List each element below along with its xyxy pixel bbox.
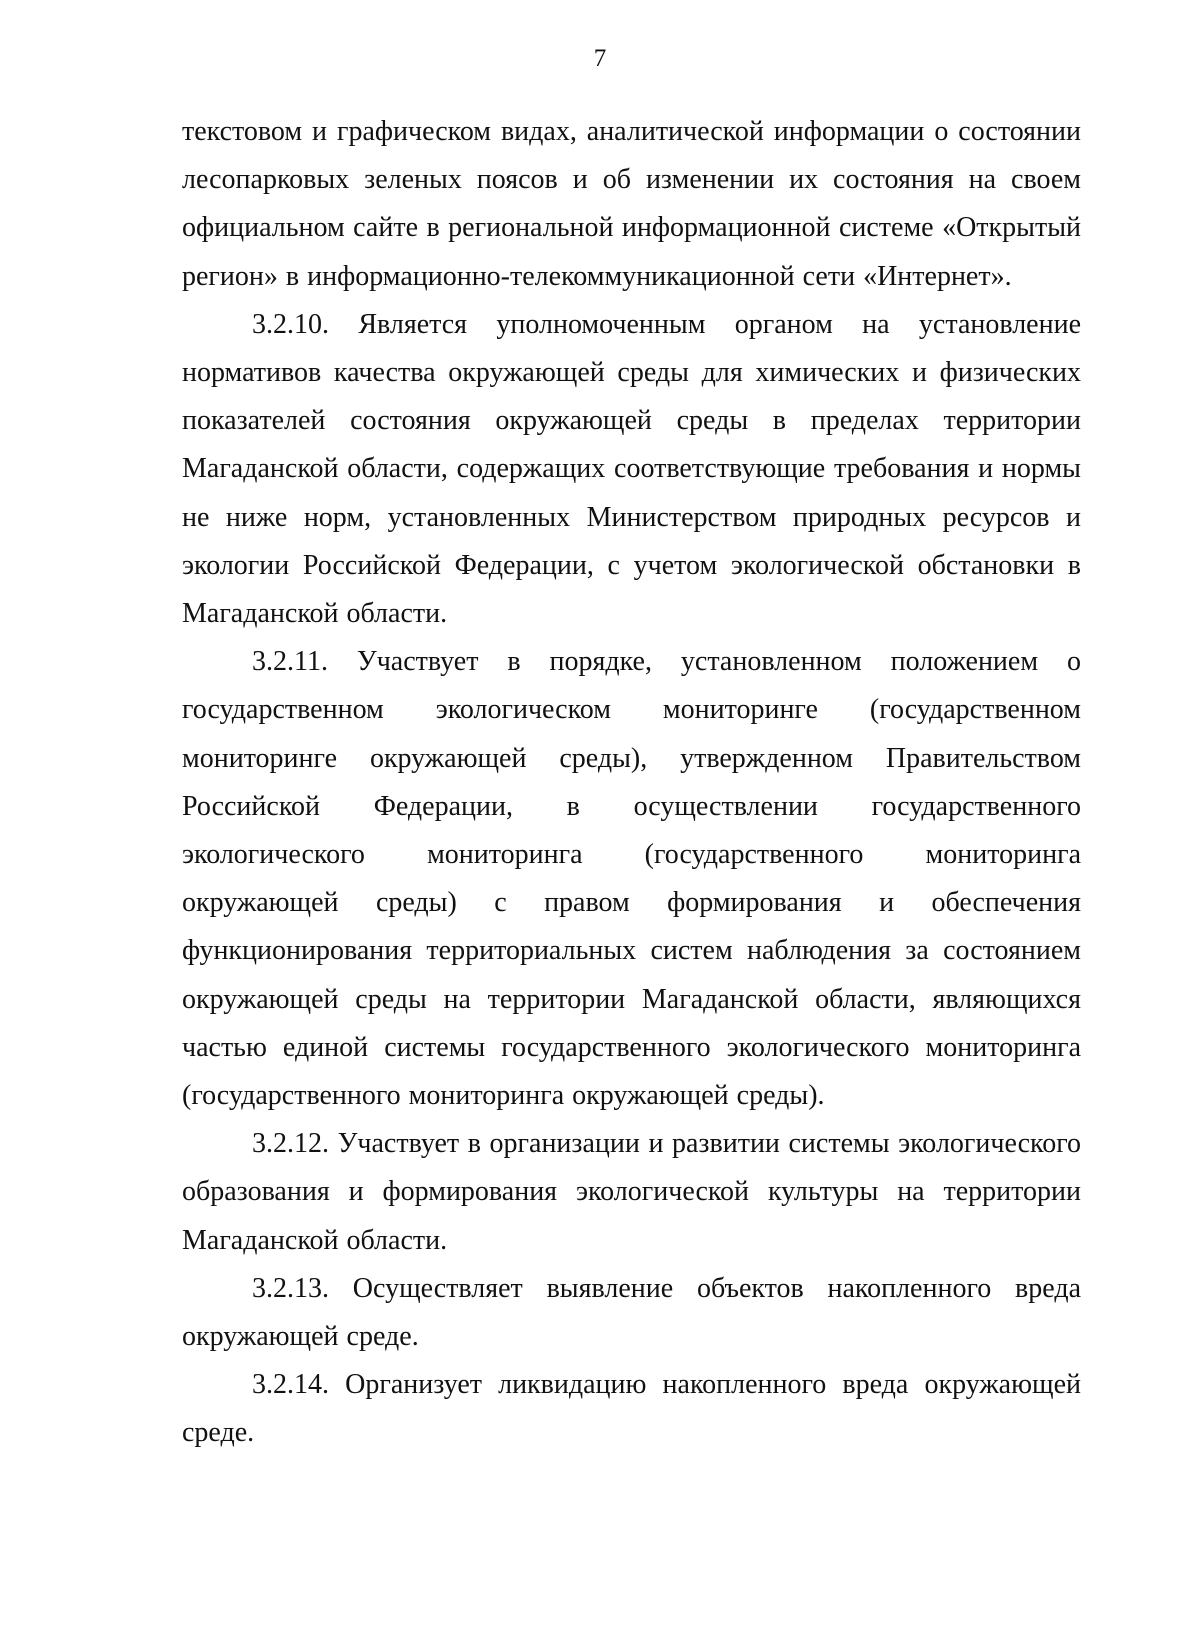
paragraph-3-2-11: 3.2.11. Участвует в порядке, установленном положением о государственном экологическом мониторинге (государственном мониторинге окружающей среды), утвержденном Правительством Российской Федерации, в осуществлении государственного экологического мониторинга (государственного мониторинга окружающей среды) с правом формирования и обеспечения функционирования территориальных систем наблюдения за состоянием окружающей среды на территории Магаданской области, являющихся частью единой системы государственного экологического мониторинга (государственного мониторинга окружающей среды). <box>182 646 1081 1112</box>
paragraph-continuation: текстовом и графическом видах, аналитической информации о состоянии лесопарковых зеленых поясов и об изменении их состояния на своем официальном сайте в региональной информационной системе «Открытый регион» в информационно-телекоммуникационной сети «Интернет». <box>182 116 1081 292</box>
document-body <box>182 108 1081 1458</box>
paragraph-3-2-14: 3.2.14. Организует ликвидацию накопленного вреда окружающей среде. <box>182 1369 1081 1449</box>
page-number: 7 <box>593 45 607 72</box>
paragraph-3-2-10: 3.2.10. Является уполномоченным органом на установление нормативов качества окружающей среды для химических и физических показателей состояния окружающей среды в пределах территории Магаданской области, содержащих соответствующие требования и нормы не ниже норм, установленных Министерством природных ресурсов и экологии Российской Федерации, с учетом экологической обстановки в Магаданской области. <box>182 308 1081 630</box>
paragraph-3-2-13: 3.2.13. Осуществляет выявление объектов накопленного вреда окружающей среде. <box>182 1272 1081 1353</box>
paragraph-3-2-12: 3.2.12. Участвует в организации и развитии системы экологического образования и формирования экологической культуры на территории Магаданской области. <box>182 1128 1081 1256</box>
